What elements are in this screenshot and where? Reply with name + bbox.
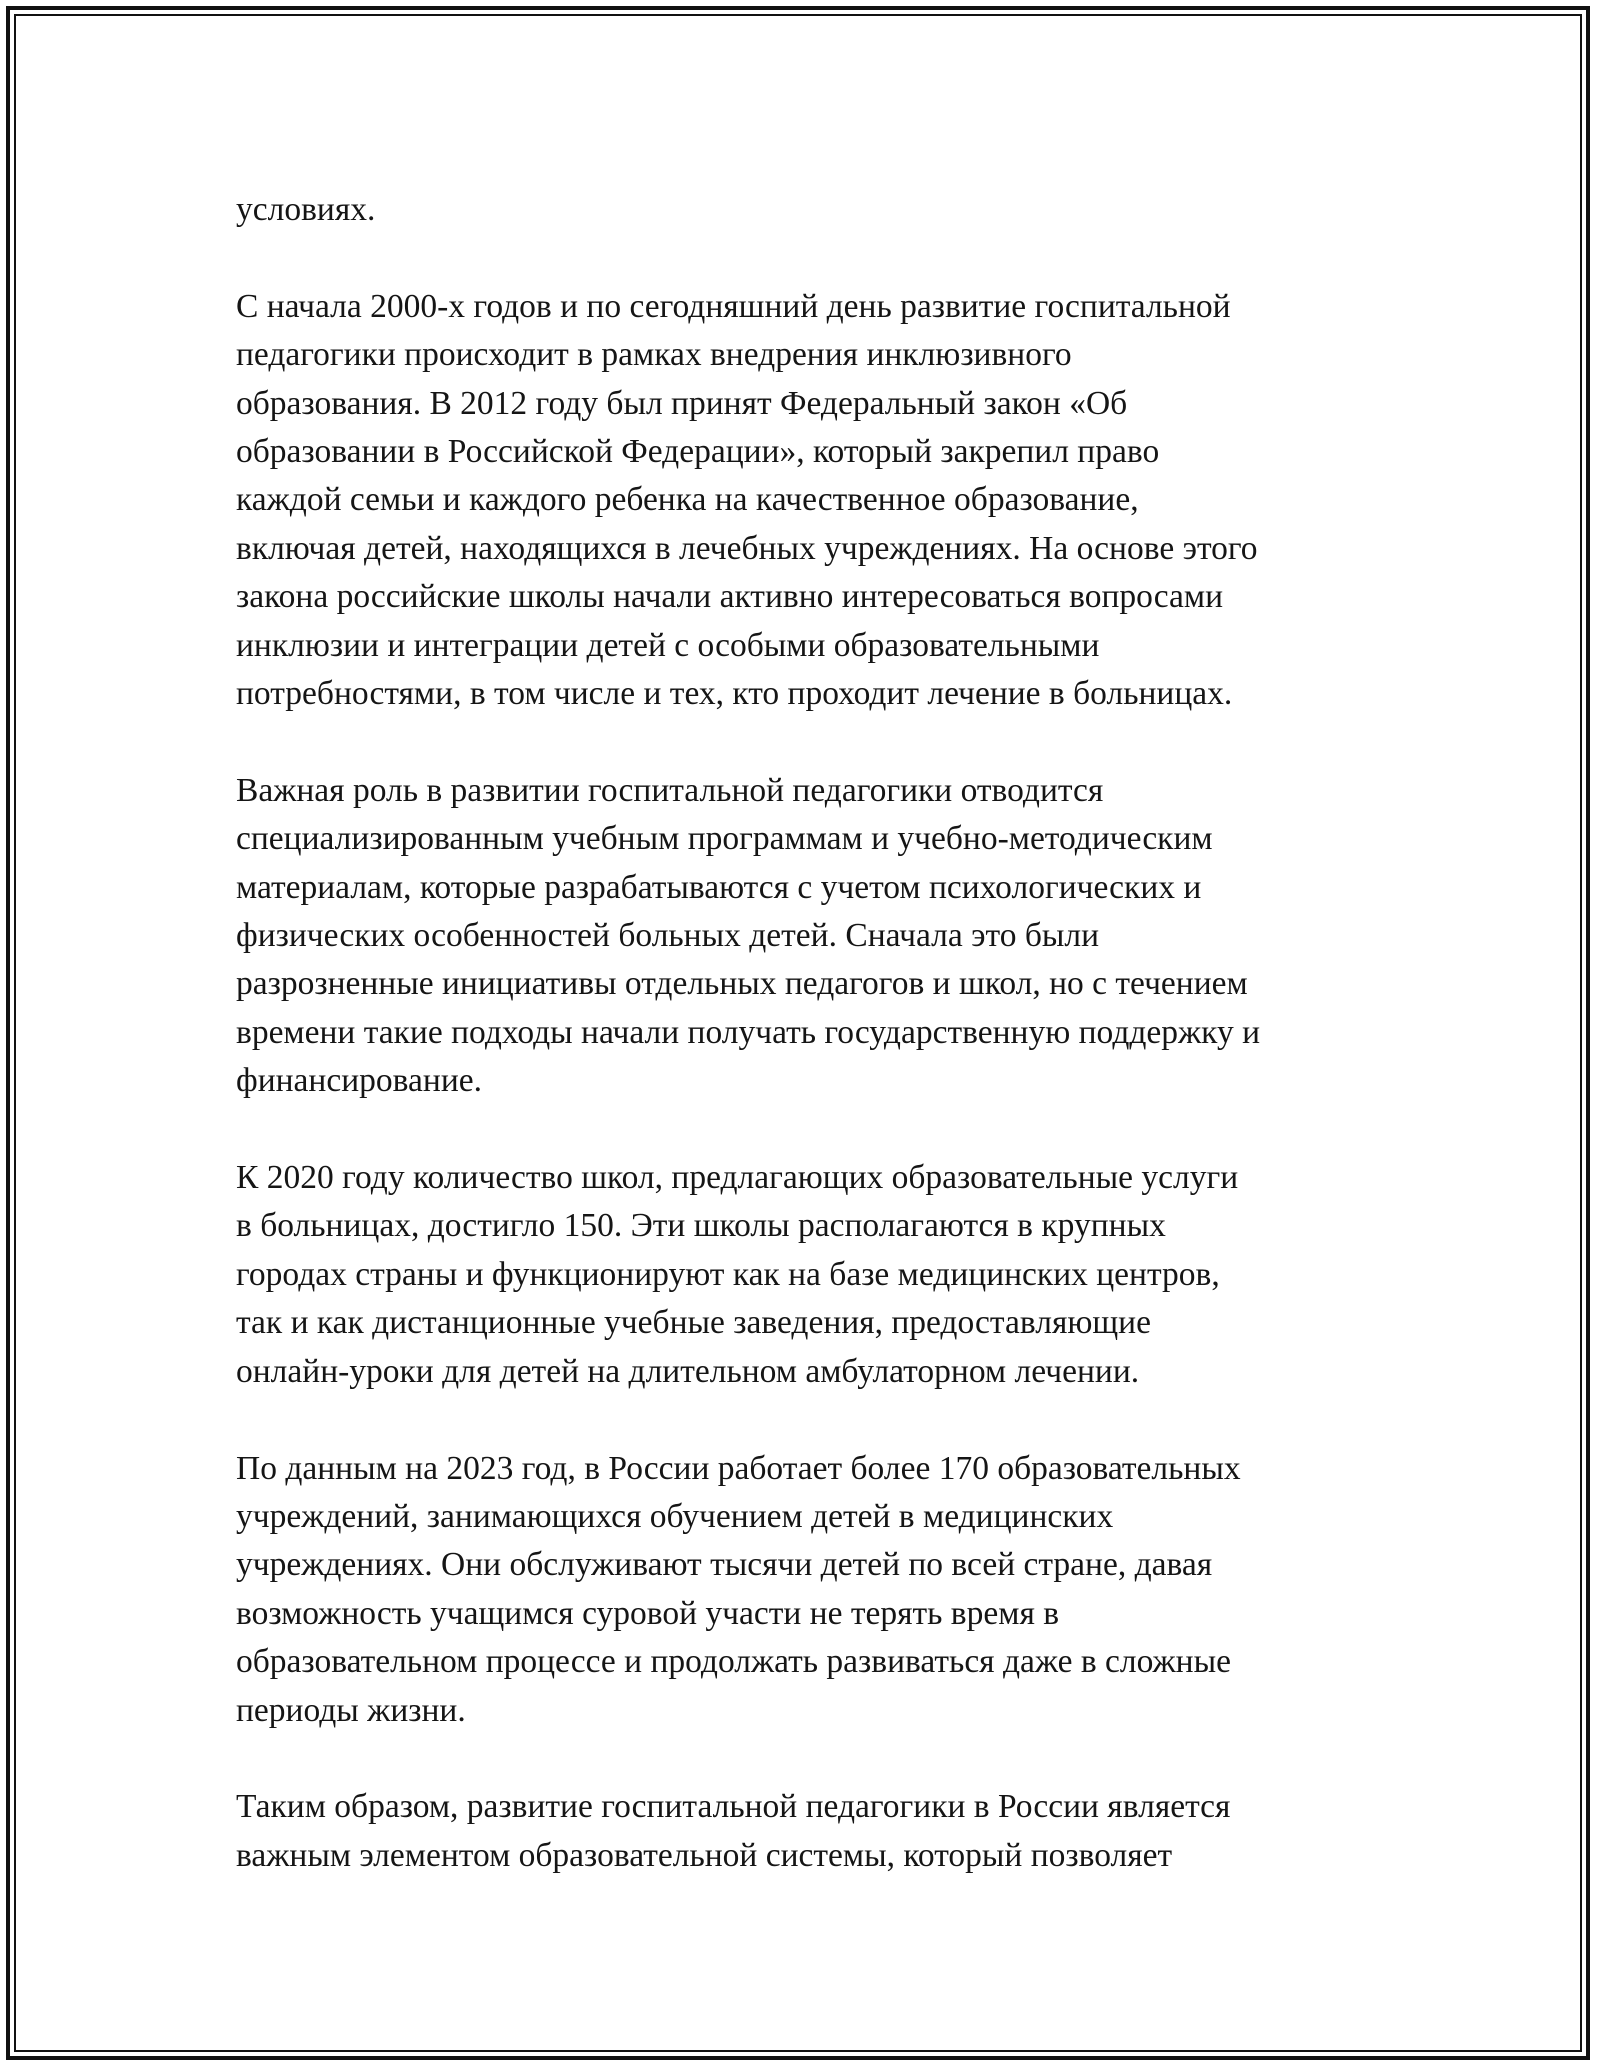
paragraph-schools-2020: К 2020 году количество школ, предлагающих образовательные услуги в больницах, достигло 150. Эти школы располагаются в крупных городах страны и функционируют как на базе медицинских центров, так и как дистанционные учебные заведения, предоставляющие онлайн-уроки для детей на длительном амбулаторном лечении.	[236, 1159, 1239, 1390]
paragraph-conclusion: Таким образом, развитие госпитальной педагогики в России является важным элементом образовательной системы, который позволяет	[236, 1788, 1231, 1874]
paragraph-educational-programs: Важная роль в развитии госпитальной педагогики отводится специализированным учебным программам и учебно-методическим материалам, которые разрабатываются с учетом психологических и физических особенностей больных детей. Сначала это были разрозненные инициативы отдельных педагогов и школ, но с течением времени такие подходы начали получать государственную поддержку и финансирование.	[236, 771, 1261, 1100]
document-body	[236, 186, 1396, 1929]
paragraph-inclusive-education: С начала 2000-х годов и по сегодняшний день развитие госпитальной педагогики происходит в рамках внедрения инклюзивного образования. В 2012 году был принят Федеральный закон «Об образовании в Российской Федерации», который закрепил право каждой семьи и каждого ребенка на качественное образование, включая детей, находящихся в лечебных учреждениях. На основе этого закона российские школы начали активно интересоваться вопросами инклюзии и интеграции детей с особыми образовательными потребностями, в том числе и тех, кто проходит лечение в больницах.	[236, 287, 1258, 713]
paragraph-data-2023: По данным на 2023 год, в России работает более 170 образовательных учреждений, занимающихся обучением детей в медицинских учреждениях. Они обслуживают тысячи детей по всей стране, давая возможность учащимся суровой участи не терять время в образовательном процессе и продолжать развиваться даже в сложные периоды жизни.	[236, 1449, 1241, 1729]
paragraph-continuation: условиях.	[236, 191, 376, 228]
